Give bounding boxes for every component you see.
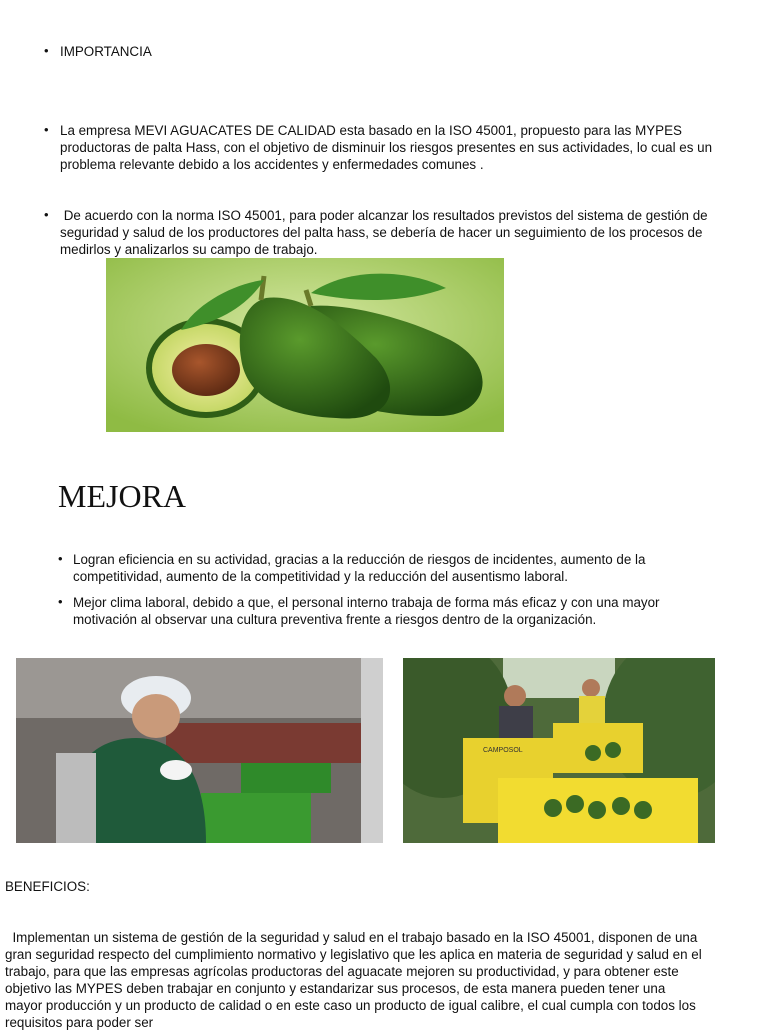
bullet-marker: • [58, 551, 63, 566]
bullet-marker: • [44, 43, 49, 58]
beneficios-body: Implementan un sistema de gestión de la seguridad y salud en el trabajo basado en la ISO 45001, disponen de una gran seguridad respecto del cumplimiento normativo y legislativo que les aplica en materia de seguridad y salud en el trabajo, para que las empresas agrícolas productoras del aguacate mejoren su productividad, y para obtener este objetivo las MYPES deben trabajar en conjunto y estandarizar sus procesos, de esta manera pueden tener una mayor producción y un producto de calidad o en este caso un producto de igual calibre, el cual cumpla con todos los requisitos para poder ser [5, 930, 706, 1030]
importancia-bullet-1: La empresa MEVI AGUACATES DE CALIDAD esta basado en la ISO 45001, propuesto para las MYPES productoras de palta Hass, con el objetivo de disminuir los riesgos presentes en sus actividades, lo cual es un problema relevante debido a los accidentes y enfermedades comunes . [60, 123, 713, 172]
beneficios-heading: BENEFICIOS: [5, 879, 90, 894]
importancia-heading: IMPORTANCIA [60, 44, 152, 59]
field-workers-photo [403, 658, 715, 843]
packing-worker-photo [16, 658, 383, 843]
mejora-bullet-2: Mejor clima laboral, debido a que, el personal interno trabaja de forma más eficaz y con una mayor motivación al observar una cultura preventiva frente a riesgos dentro de la organización. [73, 595, 660, 627]
avocado-image [106, 258, 504, 432]
bullet-marker: • [44, 207, 49, 222]
mejora-bullet-1: Logran eficiencia en su actividad, gracias a la reducción de riesgos de incidentes, aumento de la competitividad, aumento de la competitividad y la reducción del ausentismo laboral. [73, 552, 646, 584]
mejora-title: MEJORA [58, 478, 187, 514]
bullet-marker: • [44, 122, 49, 137]
bullet-marker: • [58, 594, 63, 609]
crate-label: CAMPOSOL [483, 747, 523, 754]
importancia-bullet-2: De acuerdo con la norma ISO 45001, para poder alcanzar los resultados previstos del sistema de gestión de seguridad y salud de los productores del palta hass, se debería de hacer un seguimiento de los procesos de medirlos y analizarlos su campo de trabajo. [60, 208, 712, 257]
